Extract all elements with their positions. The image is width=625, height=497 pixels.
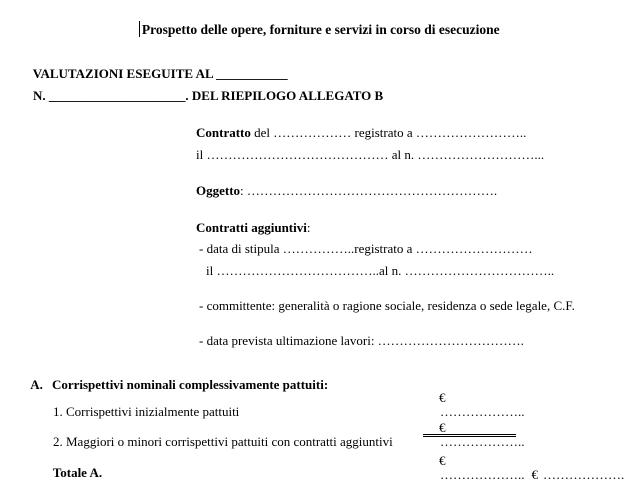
- riepilogo-number-blank[interactable]: _____________________: [48, 88, 186, 103]
- stipula-line-1-text[interactable]: - data di stipula ……………..registrato a ………………………: [199, 241, 533, 256]
- sezione-a-heading-text: Corrispettivi nominali complessivamente pattuiti:: [51, 377, 329, 392]
- sezione-a-letter: A.: [30, 377, 43, 392]
- contratto-line-1-text[interactable]: del ……………… registrato a ……………………..: [250, 125, 527, 140]
- text-cursor-caret: [139, 21, 140, 37]
- contratti-aggiuntivi-label: Contratti aggiuntivi: [196, 220, 307, 235]
- totale-amount-field-1[interactable]: ………………..: [440, 467, 525, 482]
- valutazioni-date-blank[interactable]: ___________: [216, 66, 288, 81]
- row-2-label-text: 2. Maggiori o minori corrispettivi pattuiti con contratti aggiuntivi: [53, 434, 393, 449]
- euro-sign: €: [531, 467, 538, 482]
- euro-sign: €: [439, 390, 446, 405]
- totale-label: [40, 450, 102, 495]
- oggetto-label: Oggetto: [196, 183, 241, 198]
- riepilogo-suffix: . DEL RIEPILOGO ALLEGATO B: [185, 88, 384, 103]
- ultimazione-text[interactable]: - data prevista ultimazione lavori: …………………………….: [199, 333, 524, 348]
- oggetto-field[interactable]: : ………………………………………………….: [240, 183, 498, 198]
- row-1-label-text: 1. Corrispettivi inizialmente pattuiti: [53, 404, 240, 419]
- document-title: Prospetto delle opere, forniture e servizi in corso di esecuzione: [141, 22, 500, 37]
- ultimazione-line: [186, 318, 524, 363]
- row-1-amount-dots[interactable]: ………………..: [440, 404, 525, 419]
- contratto-label: Contratto: [196, 125, 251, 140]
- document-title-line: [0, 6, 625, 52]
- euro-sign: €: [439, 420, 446, 435]
- totale-amount-field-2[interactable]: ……………….: [543, 467, 625, 482]
- valutazioni-label: VALUTAZIONI ESEGUITE AL: [32, 66, 217, 81]
- totale-amount-line: [427, 452, 624, 497]
- riepilogo-prefix: N.: [33, 88, 49, 103]
- contratti-aggiuntivi-colon: :: [306, 220, 311, 235]
- totale-double-rule: [423, 434, 516, 437]
- committente-text: - committente: generalità o ragione sociale, residenza o sede legale, C.F.: [199, 298, 575, 313]
- row-2-amount-dots[interactable]: ………………..: [440, 434, 525, 449]
- totale-label-text: Totale A.: [52, 465, 103, 480]
- stipula-line-2-text[interactable]: il ………………………………..al n. ……………………………..: [206, 263, 555, 278]
- euro-sign: €: [439, 453, 446, 468]
- contratto-line-2-text[interactable]: il …………………………………… al n. ………………………...: [196, 147, 545, 162]
